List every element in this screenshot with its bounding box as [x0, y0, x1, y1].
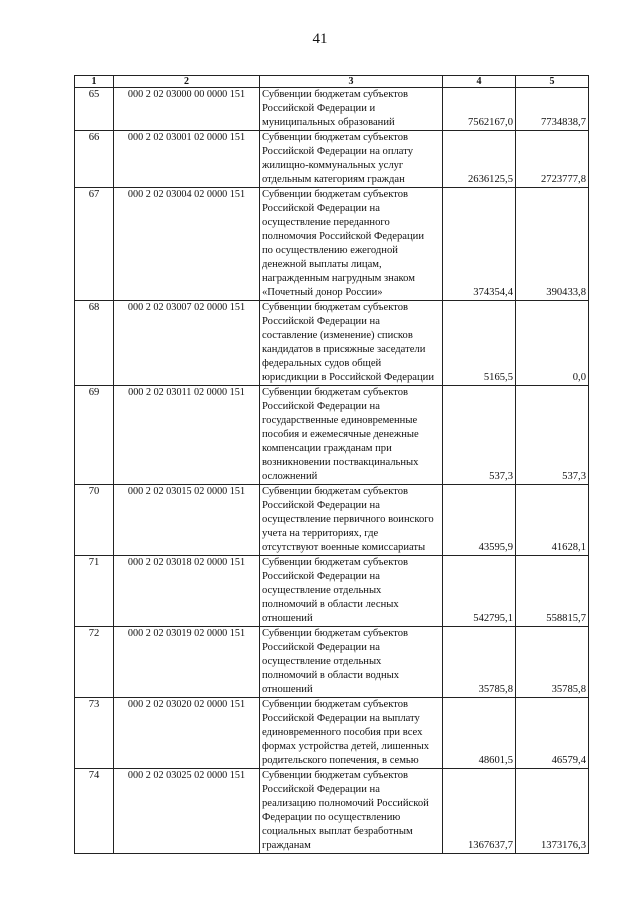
- description-line: родительского попечения, в семью: [262, 755, 419, 766]
- value-col-5: 7734838,7: [516, 88, 589, 131]
- description-line: юрисдикции в Российской Федерации: [262, 372, 434, 383]
- description-line: осуществление переданного: [262, 217, 390, 228]
- description-line: муниципальных образований: [262, 117, 395, 128]
- description-line: единовременного пособия при всех: [262, 727, 423, 738]
- value-col-4: 35785,8: [443, 627, 516, 698]
- value-col-5: 537,3: [516, 386, 589, 485]
- value-col-5: 558815,7: [516, 556, 589, 627]
- value-col-5: 2723777,8: [516, 131, 589, 188]
- value-col-5: 390433,8: [516, 188, 589, 301]
- description-line: полномочия Российской Федерации: [262, 231, 425, 242]
- description-line: государственные единовременные: [262, 415, 418, 426]
- value-col-5: 41628,1: [516, 485, 589, 556]
- table-row: [75, 556, 589, 627]
- row-description: [260, 301, 443, 386]
- header-col-1: 1: [75, 76, 114, 88]
- table-body: [75, 88, 589, 854]
- table-row: [75, 188, 589, 301]
- table-row: [75, 301, 589, 386]
- table-row: [75, 627, 589, 698]
- description-line: осуществление первичного воинского: [262, 514, 434, 525]
- value-col-4: 48601,5: [443, 698, 516, 769]
- description-line: осуществление отдельных: [262, 656, 382, 667]
- row-description: [260, 131, 443, 188]
- description-line: Российской Федерации на: [262, 642, 380, 653]
- row-description: [260, 556, 443, 627]
- value-col-4: 2636125,5: [443, 131, 516, 188]
- description-line: компенсации гражданам при: [262, 443, 392, 454]
- description-line: формах устройства детей, лишенных: [262, 741, 430, 752]
- description-line: Субвенции бюджетам субъектов: [262, 302, 408, 313]
- description-line: Российской Федерации на: [262, 401, 380, 412]
- value-col-4: 43595,9: [443, 485, 516, 556]
- description-line: Субвенции бюджетам субъектов: [262, 486, 408, 497]
- value-col-4: 542795,1: [443, 556, 516, 627]
- description-line: Субвенции бюджетам субъектов: [262, 557, 408, 568]
- budget-code: 000 2 02 03004 02 0000 151: [114, 188, 260, 301]
- table-header-row: [75, 76, 589, 88]
- value-col-5: 0,0: [516, 301, 589, 386]
- value-col-4: 5165,5: [443, 301, 516, 386]
- budget-code: 000 2 02 03011 02 0000 151: [114, 386, 260, 485]
- header-col-4: 4: [443, 76, 516, 88]
- description-line: Российской Федерации на оплату: [262, 146, 414, 157]
- budget-code: 000 2 02 03020 02 0000 151: [114, 698, 260, 769]
- description-line: отсутствуют военные комиссариаты: [262, 542, 426, 553]
- row-number: 67: [75, 188, 114, 301]
- page-number: 41: [312, 31, 328, 47]
- budget-code: 000 2 02 03015 02 0000 151: [114, 485, 260, 556]
- description-line: Субвенции бюджетам субъектов: [262, 189, 408, 200]
- description-line: составление (изменение) списков: [262, 330, 413, 341]
- row-description: [260, 698, 443, 769]
- table-row: [75, 769, 589, 854]
- description-line: отдельным категориям граждан: [262, 174, 405, 185]
- budget-code: 000 2 02 03025 02 0000 151: [114, 769, 260, 854]
- row-description: [260, 769, 443, 854]
- description-line: по осуществлению ежегодной: [262, 245, 398, 256]
- description-line: Российской Федерации на: [262, 203, 380, 214]
- value-col-4: 1367637,7: [443, 769, 516, 854]
- header-col-5: 5: [516, 76, 589, 88]
- description-line: полномочий в области водных: [262, 670, 400, 681]
- row-description: [260, 485, 443, 556]
- row-description: [260, 188, 443, 301]
- description-line: Субвенции бюджетам субъектов: [262, 387, 408, 398]
- description-line: осложнений: [262, 471, 318, 482]
- value-col-4: 374354,4: [443, 188, 516, 301]
- value-col-5: 46579,4: [516, 698, 589, 769]
- description-line: Российской Федерации на: [262, 316, 380, 327]
- description-line: полномочий в области лесных: [262, 599, 399, 610]
- description-line: отношений: [262, 684, 313, 695]
- description-line: «Почетный донор России»: [262, 287, 383, 298]
- description-line: Субвенции бюджетам субъектов: [262, 628, 408, 639]
- description-line: отношений: [262, 613, 313, 624]
- budget-code: 000 2 02 03019 02 0000 151: [114, 627, 260, 698]
- description-line: реализацию полномочий Российской: [262, 798, 429, 809]
- row-number: 66: [75, 131, 114, 188]
- description-line: Российской Федерации на: [262, 784, 380, 795]
- header-col-2: 2: [114, 76, 260, 88]
- value-col-5: 35785,8: [516, 627, 589, 698]
- row-number: 72: [75, 627, 114, 698]
- description-line: социальных выплат безработным: [262, 826, 413, 837]
- description-line: Российской Федерации на: [262, 500, 380, 511]
- description-line: федеральных судов общей: [262, 358, 382, 369]
- row-description: [260, 386, 443, 485]
- header-col-3: 3: [260, 76, 443, 88]
- row-number: 74: [75, 769, 114, 854]
- description-line: возникновении поствакцинальных: [262, 457, 419, 468]
- budget-code: 000 2 02 03000 00 0000 151: [114, 88, 260, 131]
- budget-code: 000 2 02 03001 02 0000 151: [114, 131, 260, 188]
- value-col-4: 537,3: [443, 386, 516, 485]
- description-line: жилищно-коммунальных услуг: [262, 160, 404, 171]
- description-line: Российской Федерации на: [262, 571, 380, 582]
- description-line: пособия и ежемесячные денежные: [262, 429, 419, 440]
- description-line: учета на территориях, где: [262, 528, 379, 539]
- table-row: [75, 698, 589, 769]
- budget-code: 000 2 02 03018 02 0000 151: [114, 556, 260, 627]
- table-row: [75, 485, 589, 556]
- description-line: Субвенции бюджетам субъектов: [262, 89, 408, 100]
- row-number: 69: [75, 386, 114, 485]
- description-line: кандидатов в присяжные заседатели: [262, 344, 426, 355]
- description-line: Субвенции бюджетам субъектов: [262, 699, 408, 710]
- description-line: Российской Федерации на выплату: [262, 713, 420, 724]
- description-line: Российской Федерации и: [262, 103, 376, 114]
- row-number: 68: [75, 301, 114, 386]
- description-line: награжденным нагрудным знаком: [262, 273, 415, 284]
- row-number: 65: [75, 88, 114, 131]
- budget-code: 000 2 02 03007 02 0000 151: [114, 301, 260, 386]
- table-row: [75, 131, 589, 188]
- value-col-5: 1373176,3: [516, 769, 589, 854]
- description-line: Федерации по осуществлению: [262, 812, 401, 823]
- description-line: денежной выплаты лицам,: [262, 259, 382, 270]
- description-line: гражданам: [262, 840, 311, 851]
- row-description: [260, 88, 443, 131]
- row-number: 73: [75, 698, 114, 769]
- row-description: [260, 627, 443, 698]
- budget-table: [74, 75, 589, 854]
- table-row: [75, 386, 589, 485]
- table-row: [75, 88, 589, 131]
- row-number: 71: [75, 556, 114, 627]
- description-line: Субвенции бюджетам субъектов: [262, 132, 408, 143]
- value-col-4: 7562167,0: [443, 88, 516, 131]
- description-line: Субвенции бюджетам субъектов: [262, 770, 408, 781]
- description-line: осуществление отдельных: [262, 585, 382, 596]
- row-number: 70: [75, 485, 114, 556]
